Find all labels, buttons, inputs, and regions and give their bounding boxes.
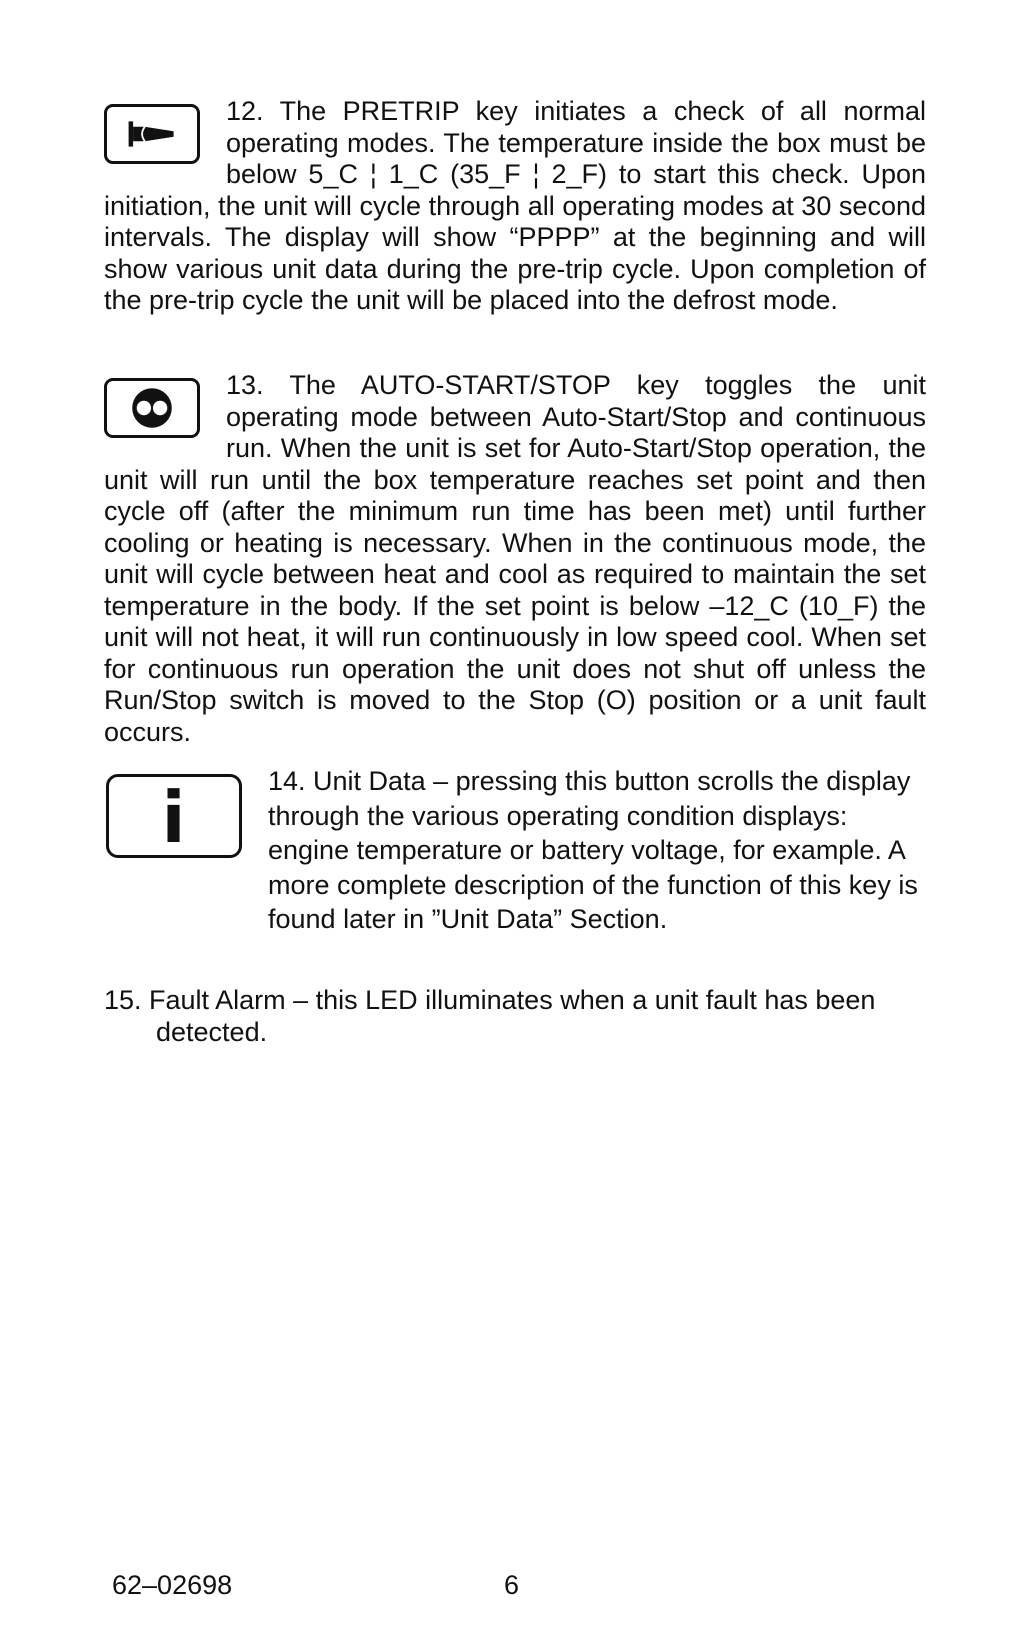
pretrip-text: 12. The PRETRIP key initiates a check of all normal operating modes. The temperature inside the box must be below 5_C ¦ 1_C (35_F ¦ 2_F) to start this check. Upon initiation, the unit will cycle through all operating modes at 30 second intervals. The display will show “PPPP” at the beginning and will show various unit data during the pre-trip cycle. Upon completion of the pre-trip cycle the unit will be placed into the defrost mode. bbox=[104, 96, 926, 315]
fault-alarm-description bbox=[104, 984, 926, 1048]
unit-data-info-icon bbox=[106, 774, 242, 858]
unit-data-description bbox=[268, 764, 928, 937]
unit-data-text: 14. Unit Data – pressing this button scrolls the display through the various operating condition displays: engine temperature or battery voltage, for example. A more complete description of the function of this key is found later in ”Unit Data” Section. bbox=[268, 766, 918, 934]
auto-start-stop-description bbox=[104, 370, 926, 748]
fault-alarm-text: 15. Fault Alarm – this LED illuminates when a unit fault has been detected. bbox=[104, 985, 876, 1047]
document-number: 62–02698 bbox=[112, 1570, 233, 1600]
page-number: 6 bbox=[504, 1570, 520, 1600]
pretrip-description bbox=[104, 96, 926, 317]
auto-start-stop-text: 13. The AUTO-START/STOP key toggles the unit operating mode between Auto-Start/Stop and continuous run. When the unit is set for Auto-Start/Stop operation, the unit will run until the box temperature reaches set point and then cycle off (after the minimum run time has been met) until further cooling or heating is necessary. When in the continuous mode, the unit will cycle between heat and cool as required to maintain the set temperature in the body. If the set point is below –12_C (10_F) the unit will not heat, it will run continuously in low speed cool. When set for continuous run operation the unit does not shut off unless the Run/Stop switch is moved to the Stop (O) position or a unit fault occurs. bbox=[104, 370, 926, 747]
